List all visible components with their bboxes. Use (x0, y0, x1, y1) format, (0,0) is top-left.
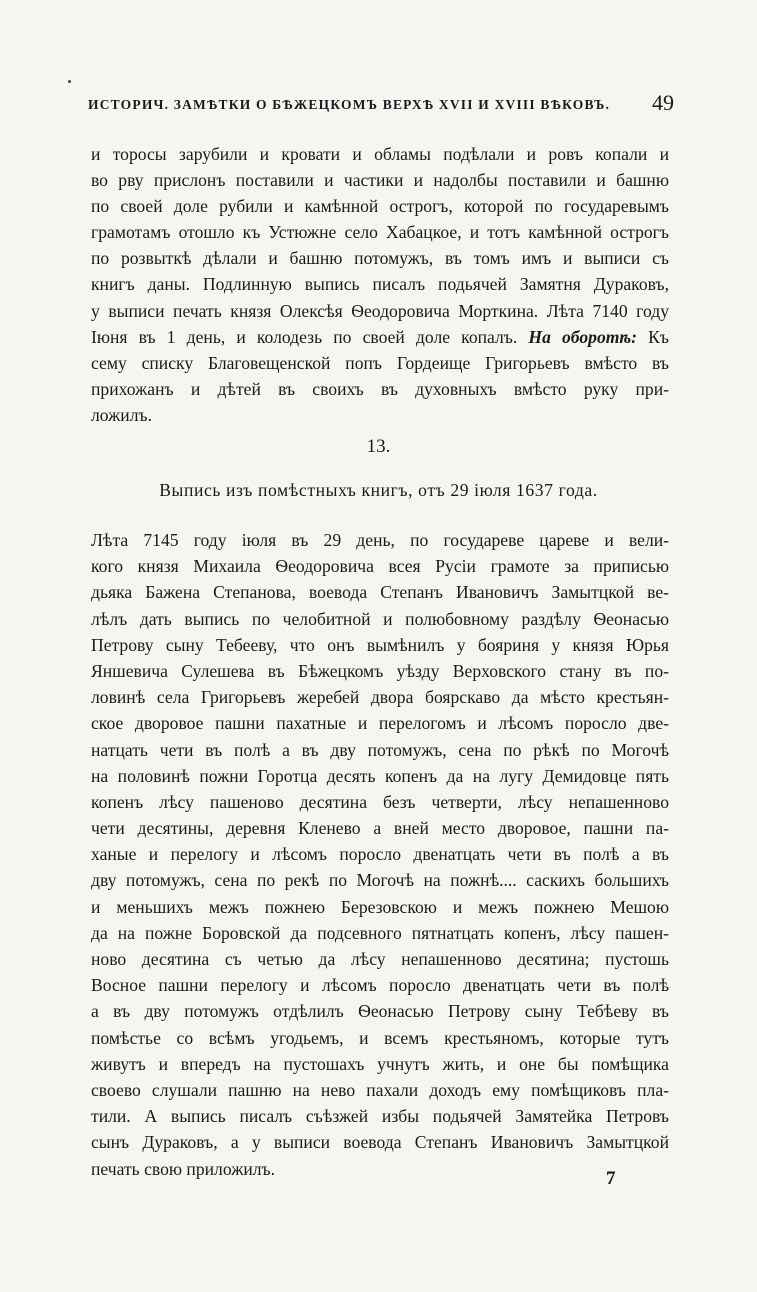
page-number: 49 (652, 90, 674, 115)
paragraph-main (91, 527, 669, 1182)
text-line: дву потомужъ, сена по рекѣ по Могочѣ на пожнѣ.... саскихъ большихъ (91, 870, 669, 891)
text-line: своево слушали пашню на нево пахали доходъ ему помѣщиковъ пла- (91, 1079, 669, 1100)
text-line: ловинѣ села Григорьевъ жеребей двора боярскаво да мѣсто крестьян- (91, 687, 669, 708)
text-line: натцать чети въ полѣ а въ дву потомужъ, сена по рѣкѣ по Могочѣ (91, 739, 669, 760)
text-line: ское дворовое пашни пахатные и перелогомъ и лѣсомъ поросло две- (91, 713, 669, 734)
text-line: грамотамъ отошло къ Устюжне село Хабацкое, и тотъ камѣнной острогъ (91, 222, 669, 243)
text-line: ново десятина съ четью да лѣсу непашенново десятина; пустошь (91, 949, 669, 969)
text-line: Лѣта 7145 году iюля въ 29 день, по государеве цареве и вели- (91, 530, 669, 550)
page-speck (68, 80, 71, 83)
text-line: у выписи печать князя Олексѣя Ѳеодоровича Морткина. Лѣта 7140 году (91, 300, 669, 321)
text-run: Къ (648, 326, 669, 347)
text-line-with-italic (91, 324, 669, 350)
text-line: по своей доле рубили и камѣнной острогъ, которой по государевымъ (91, 196, 669, 217)
text-line: и торосы зарубили и кровати и обламы подѣлали и ровъ копали и (91, 144, 669, 164)
text-line: а въ дву потомужъ отдѣлилъ Ѳеонасью Петрову сыну Тебѣеву въ (91, 1001, 669, 1022)
text-line: прихожанъ и дѣтей въ своихъ въ духовныхъ вмѣсто руку при- (91, 378, 669, 399)
text-line: сынъ Дураковъ, а у выписи воевода Степанъ Ивановичъ Замытцкой (91, 1132, 669, 1153)
section-title: Выпись изъ помѣстныхъ книгъ, отъ 29 iюля 1637 года. (159, 480, 598, 500)
text-line: печать свою приложилъ. (91, 1158, 276, 1179)
text-line: копенъ лѣсу пашеново десятина безъ четверти, лѣсу непашенново (91, 791, 669, 812)
text-run: Iюня въ 1 день, и колодезь по своей доле копалъ. (91, 326, 518, 347)
text-line: Восное пашни перелогу и лѣсомъ поросло двенатцать чети въ полѣ (91, 975, 669, 996)
text-line: книгъ даны. Подлинную выпись писалъ подьячей Замятня Дураковъ, (91, 274, 669, 295)
text-line: Яншевича Сулешева въ Бѣжецкомъ уѣзду Верховского стану въ по- (91, 660, 669, 681)
section-number: 13. (366, 436, 391, 457)
text-line: сему списку Благовещенской попъ Гордеище Григорьевъ вмѣсто въ (91, 352, 669, 373)
text-line: помѣстье со всѣмъ угодьемъ, и всемъ крестьяномъ, которые тутъ (91, 1027, 669, 1048)
running-header (88, 90, 674, 120)
text-line: лѣлъ дать выпись по челобитной и полюбовному раздѣлу Ѳеонасью (91, 608, 669, 629)
text-line: дьяка Бажена Степанова, воевода Степанъ Ивановичъ Замытцкой ве- (91, 582, 669, 603)
text-line: живутъ и впередъ на пустошахъ учнутъ жить, и оне бы помѣщика (91, 1053, 669, 1074)
text-line: чети десятины, деревня Кленево а вней место дворовое, пашни па- (91, 818, 669, 839)
text-line: Петрову сыну Тебееву, что онъ вымѣнилъ у бояриня у князя Юрья (91, 634, 669, 655)
text-line: кого князя Михаила Ѳеодоровича всея Русiи грамоте за приписью (91, 556, 669, 577)
text-line: на половинѣ пожни Горотца десять копенъ да на лугу Демидовце пять (91, 765, 669, 786)
text-line: по розвыткѣ дѣлали и башню потомужъ, въ томъ имъ и выписи съ (91, 248, 669, 269)
paragraph-continued (91, 141, 669, 428)
text-line: во рву прислонъ поставили и частики и надолбы поставили и башню (91, 170, 669, 191)
running-head-title: ИСТОРИЧ. ЗАМѢТКИ О БѢЖЕЦКОМЪ ВЕРХѢ XVII И XVIII ВѢКОВЪ. (88, 97, 611, 112)
text-line: ложилъ. (91, 404, 152, 425)
italic-note: На оборотѣ: (528, 326, 638, 347)
text-line: и меньшихъ межъ пожнею Березовскою и межъ пожнею Мешою (91, 896, 669, 917)
text-line: тили. А выпись писалъ съѣзжей избы подьячей Замятейка Петровъ (91, 1106, 669, 1127)
text-line: да на пожне Боровской да подсевного пятнатцать копенъ, лѣсу пашен- (91, 922, 669, 943)
text-line: ханые и перелогу и лѣсомъ поросло двенатцать чети въ полѣ а въ (91, 844, 669, 865)
signature-mark: 7 (606, 1168, 616, 1189)
